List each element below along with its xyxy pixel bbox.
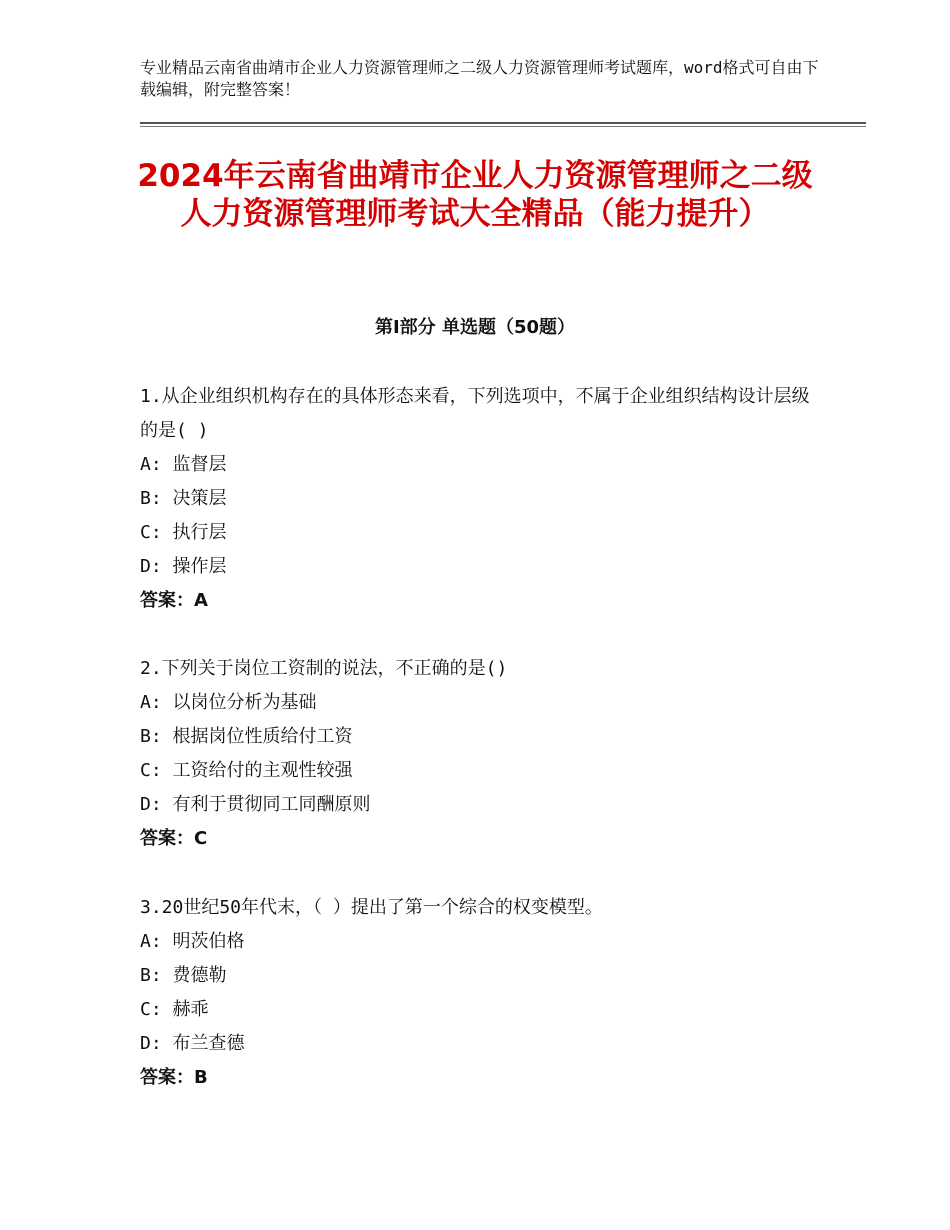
option-d: D: 有利于贯彻同工同酬原则: [140, 794, 371, 815]
header-divider-thin: [140, 126, 866, 127]
header-note: 专业精品云南省曲靖市企业人力资源管理师之二级人力资源管理师考试题库，word格式可自由下载编辑，附完整答案！: [140, 58, 819, 99]
question-stem: 3.20世纪50年代末，（ ）提出了第一个综合的权变模型。: [140, 897, 603, 918]
question-2: [140, 652, 810, 856]
option-a: A: 以岗位分析为基础: [140, 692, 317, 713]
answer: 答案：C: [140, 828, 208, 849]
option-a: A: 监督层: [140, 454, 227, 475]
option-b: B: 费德勒: [140, 965, 227, 986]
option-b: B: 决策层: [140, 488, 227, 509]
section-heading: 第Ⅰ部分 单选题（50题）: [374, 317, 575, 338]
document-title: 2024年云南省曲靖市企业人力资源管理师之二级人力资源管理师考试大全精品（能力提升）: [137, 158, 813, 232]
option-d: D: 布兰查德: [140, 1033, 245, 1054]
option-c: C: 执行层: [140, 522, 227, 543]
option-c: C: 赫乖: [140, 999, 209, 1020]
question-stem: 1.从企业组织机构存在的具体形态来看，下列选项中，不属于企业组织结构设计层级的是( ): [140, 386, 810, 441]
option-c: C: 工资给付的主观性较强: [140, 760, 353, 781]
question-1: [140, 380, 810, 618]
answer: 答案：B: [140, 1067, 208, 1088]
answer: 答案：A: [140, 590, 208, 611]
option-b: B: 根据岗位性质给付工资: [140, 726, 353, 747]
option-a: A: 明茨伯格: [140, 931, 245, 952]
header-divider-thick: [140, 122, 866, 124]
question-3: [140, 891, 810, 1095]
option-d: D: 操作层: [140, 556, 227, 577]
question-stem: 2.下列关于岗位工资制的说法，不正确的是(): [140, 658, 508, 679]
